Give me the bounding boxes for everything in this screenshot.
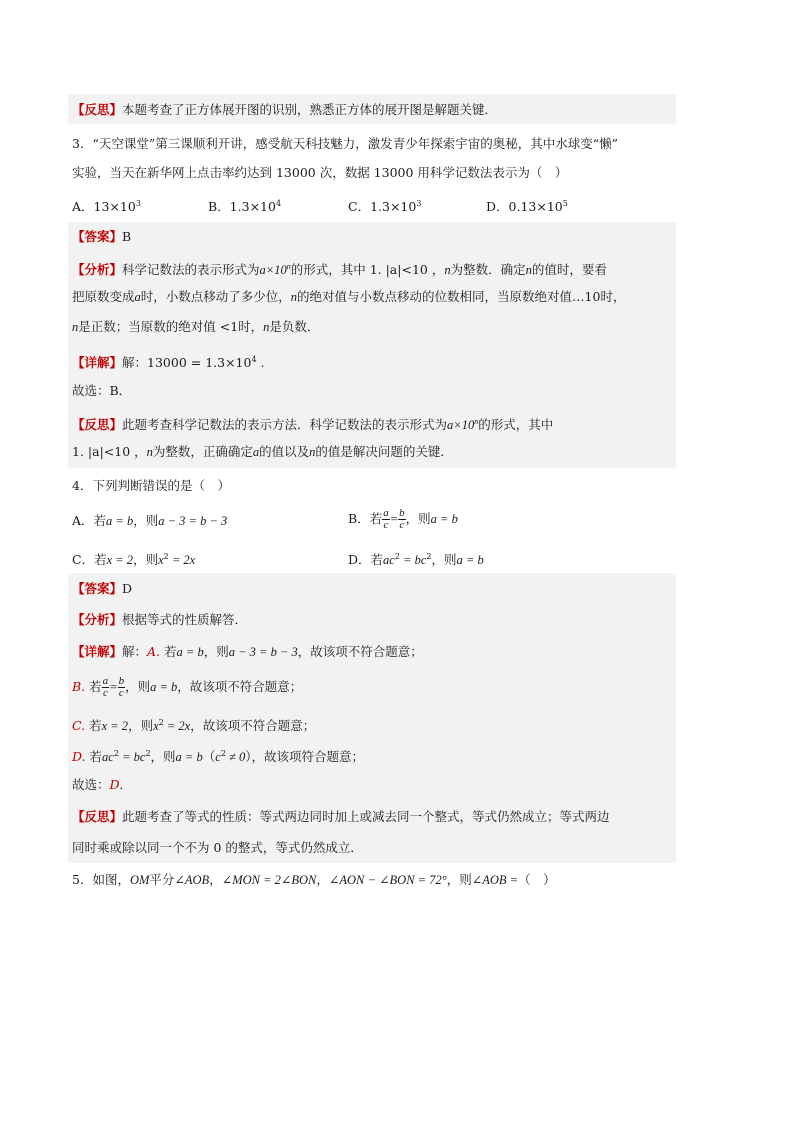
q4-option-a: A．若a = b，则a − 3 = b − 3 [72,513,228,528]
analysis-tag: 【分析】 [72,262,123,278]
q4-detail-a: 【详解】解：A. 若a = b，则a − 3 = b − 3，故该项不符合题意； [72,644,423,659]
reflection-tag: 【反思】 [72,809,123,824]
q3-detail: 【详解】解：$13000 = 1.3\times 10^4$ . [72,355,265,371]
answer-tag: 【答案】 [72,581,123,596]
reflection-cube: 【反思】本题考查了正方体展开图的识别，熟悉正方体的展开图是解题关键． [72,102,498,117]
q4-answer: 【答案】D [72,581,133,596]
q3-analysis-line-1: 【分析】科学记数法的表示形式为$a\times 10^n$的形式，其中 1. |a|<10 ，n为整数．确定n的值时，要看 [72,262,607,278]
answer-tag: 【答案】 [72,229,123,244]
q4-reflection-line-1: 【反思】此题考查了等式的性质：等式两边同时加上或减去同一个整式，等式仍然成立；等式两边 [72,809,610,824]
q4-choose: 故选：D． [72,777,133,792]
detail-tag: 【详解】 [72,355,123,371]
q4-analysis: 【分析】根据等式的性质解答． [72,612,248,627]
q3-option-c: C．$1.3\times 10^3$ [348,199,422,215]
q4-reflection-line-2: 同时乘或除以同一个不为 0 的整式，等式仍然成立． [72,840,363,855]
q3-option-a: A．$13\times 10^3$ [72,199,141,215]
q3-stem-line-1: 3．“天空课堂”第三课顺利开讲，感受航天科技魅力，激发青少年探索宇宙的奥秘，其中水球变“懒” [72,136,619,151]
reflection-tag: 【反思】 [72,417,123,433]
q4-detail-b: B. 若 $\frac{a}{c}$ = $\frac{b}{c}$ ，则a = b，故该项不符合题意； [72,675,303,699]
q3-choose: 故选：B． [72,383,132,398]
q3-answer: 【答案】B [72,229,132,244]
q4-option-d: D．若$ac^2 = bc^2$，则a = b [348,552,484,568]
q4-detail-d: D. 若$ac^2 = bc^2$，则$a = b(c^2 \ne 0)$，故该项符合题意； [72,749,365,765]
q5-stem: 5．如图，OM平分∠AOB，∠MON = 2∠BON，∠AON − ∠BON = 72°，则∠AOB =（ ） [72,872,556,887]
q3-reflection-line-2: 1. |a|<10 ，n为整数，正确确定a的值以及n的值是解决问题的关键． [72,444,453,459]
q3-option-b: B．$1.3\times 10^4$ [208,199,282,215]
q4-detail-c: C. 若x = 2，则$x^2 = 2x$，故该项不符合题意； [72,718,316,734]
detail-tag: 【详解】 [72,644,123,659]
q3-stem-line-2: 实验，当天在新华网上点击率约达到 13000 次，数据 13000 用科学记数法表示为（ ） [72,165,568,180]
q4-option-b: B．若 $\frac{a}{c}$ = $\frac{b}{c}$ ，则a = b [348,507,458,531]
q3-analysis-line-3: n是正数；当原数的绝对值 <1时，n是负数． [72,319,320,334]
q4-stem: 4．下列判断错误的是（ ） [72,478,230,493]
q3-analysis-line-2: 把原数变成a时，小数点移动了多少位，n的绝对值与小数点移动的位数相同，当原数绝对值…10时， [72,289,626,304]
analysis-tag: 【分析】 [72,612,123,627]
q3-option-d: D．$0.13\times 10^5$ [486,199,568,215]
q3-reflection-line-1: 【反思】此题考查科学记数法的表示方法．科学记数法的表示形式为$a\times 10^n$的形式，其中 [72,417,554,433]
reflection-tag: 【反思】 [72,102,123,117]
q4-option-c: C．若x = 2，则$x^2 = 2x$ [72,552,196,568]
